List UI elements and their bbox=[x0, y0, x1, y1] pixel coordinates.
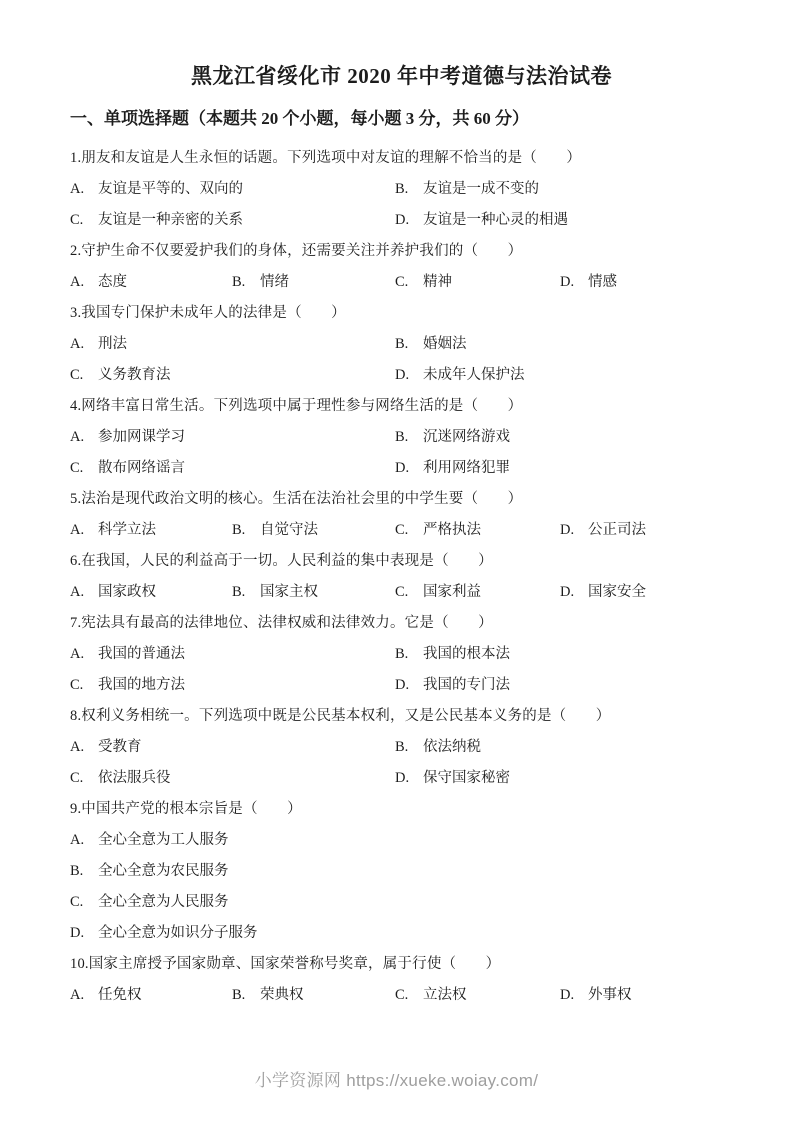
option-label: D. bbox=[70, 925, 85, 941]
option-text: 受教育 bbox=[98, 739, 142, 755]
option-text: 情感 bbox=[588, 274, 617, 290]
option-label: D. bbox=[395, 367, 410, 383]
option-a bbox=[70, 174, 395, 205]
option-d bbox=[395, 453, 733, 484]
option-text: 依法纳税 bbox=[423, 739, 481, 755]
option-text: 散布网络谣言 bbox=[98, 460, 185, 476]
question-1 bbox=[70, 143, 733, 236]
option-label: A. bbox=[70, 274, 85, 290]
page-title: 黑龙江省绥化市 2020 年中考道德与法治试卷 bbox=[191, 64, 612, 88]
question-options bbox=[70, 639, 733, 701]
option-c bbox=[70, 205, 395, 236]
option-c bbox=[70, 360, 395, 391]
option-c bbox=[395, 515, 560, 546]
option-label: C. bbox=[70, 367, 84, 383]
option-text: 友谊是一种亲密的关系 bbox=[98, 212, 243, 228]
question-options bbox=[70, 577, 733, 608]
option-d bbox=[395, 205, 733, 236]
option-text: 友谊是一成不变的 bbox=[423, 181, 539, 197]
option-label: A. bbox=[70, 584, 85, 600]
question-9 bbox=[70, 794, 733, 949]
option-label: D. bbox=[395, 677, 410, 693]
option-text: 荣典权 bbox=[260, 987, 304, 1003]
question-options bbox=[70, 980, 733, 1011]
question-options bbox=[70, 825, 733, 949]
option-b bbox=[395, 174, 733, 205]
question-stem: 2.守护生命不仅要爱护我们的身体，还需要关注并养护我们的（ ） bbox=[70, 243, 523, 259]
option-label: D. bbox=[560, 987, 575, 1003]
option-d bbox=[560, 515, 733, 546]
option-c bbox=[70, 453, 395, 484]
option-text: 参加网课学习 bbox=[98, 429, 185, 445]
option-c bbox=[70, 763, 395, 794]
option-d bbox=[395, 670, 733, 701]
option-d bbox=[395, 360, 733, 391]
option-text: 友谊是一种心灵的相遇 bbox=[423, 212, 568, 228]
option-label: B. bbox=[395, 739, 409, 755]
question-6 bbox=[70, 546, 733, 608]
option-a bbox=[70, 422, 395, 453]
option-label: C. bbox=[395, 584, 409, 600]
option-a bbox=[70, 732, 395, 763]
question-5 bbox=[70, 484, 733, 546]
option-label: A. bbox=[70, 832, 85, 848]
question-options bbox=[70, 422, 733, 484]
option-text: 态度 bbox=[98, 274, 127, 290]
option-label: B. bbox=[232, 584, 246, 600]
option-label: D. bbox=[395, 460, 410, 476]
question-2 bbox=[70, 236, 733, 298]
option-label: B. bbox=[70, 863, 84, 879]
option-label: C. bbox=[70, 212, 84, 228]
question-7 bbox=[70, 608, 733, 701]
question-stem: 3.我国专门保护未成年人的法律是（ ） bbox=[70, 305, 346, 321]
option-text: 全心全意为农民服务 bbox=[98, 863, 229, 879]
option-c bbox=[395, 577, 560, 608]
option-label: A. bbox=[70, 181, 85, 197]
option-text: 国家政权 bbox=[98, 584, 156, 600]
option-d bbox=[560, 980, 733, 1011]
option-b bbox=[395, 329, 733, 360]
option-c bbox=[70, 887, 733, 918]
option-text: 外事权 bbox=[588, 987, 632, 1003]
option-b bbox=[395, 639, 733, 670]
option-b bbox=[395, 732, 733, 763]
option-text: 全心全意为人民服务 bbox=[98, 894, 229, 910]
option-text: 任免权 bbox=[98, 987, 142, 1003]
option-c bbox=[70, 670, 395, 701]
option-d bbox=[560, 267, 733, 298]
option-text: 义务教育法 bbox=[98, 367, 171, 383]
option-label: A. bbox=[70, 739, 85, 755]
question-options bbox=[70, 515, 733, 546]
option-text: 我国的根本法 bbox=[423, 646, 510, 662]
question-options bbox=[70, 732, 733, 794]
option-text: 自觉守法 bbox=[260, 522, 318, 538]
option-label: C. bbox=[395, 274, 409, 290]
option-label: B. bbox=[395, 429, 409, 445]
option-text: 情绪 bbox=[260, 274, 289, 290]
option-label: C. bbox=[70, 770, 84, 786]
option-b bbox=[232, 267, 395, 298]
footer-watermark: 小学资源网 https://xueke.woiay.com/ bbox=[254, 1071, 539, 1090]
option-c bbox=[395, 980, 560, 1011]
option-text: 科学立法 bbox=[98, 522, 156, 538]
option-text: 依法服兵役 bbox=[98, 770, 171, 786]
question-options bbox=[70, 174, 733, 236]
option-text: 全心全意为工人服务 bbox=[98, 832, 229, 848]
option-a bbox=[70, 515, 232, 546]
option-text: 国家主权 bbox=[260, 584, 318, 600]
option-label: A. bbox=[70, 336, 85, 352]
option-a bbox=[70, 825, 733, 856]
option-text: 公正司法 bbox=[588, 522, 646, 538]
question-stem: 7.宪法具有最高的法律地位、法律权威和法律效力。它是（ ） bbox=[70, 615, 493, 631]
option-label: D. bbox=[560, 274, 575, 290]
option-label: A. bbox=[70, 987, 85, 1003]
question-stem: 8.权利义务相统一。下列选项中既是公民基本权利，又是公民基本义务的是（ ） bbox=[70, 708, 611, 724]
option-label: D. bbox=[560, 522, 575, 538]
option-text: 我国的普通法 bbox=[98, 646, 185, 662]
option-text: 沉迷网络游戏 bbox=[423, 429, 510, 445]
option-text: 未成年人保护法 bbox=[423, 367, 525, 383]
option-label: B. bbox=[232, 274, 246, 290]
option-label: D. bbox=[560, 584, 575, 600]
option-a bbox=[70, 577, 232, 608]
option-a bbox=[70, 329, 395, 360]
option-label: B. bbox=[232, 987, 246, 1003]
question-stem: 10.国家主席授予国家勋章、国家荣誉称号奖章，属于行使（ ） bbox=[70, 956, 501, 972]
option-d bbox=[70, 918, 733, 949]
option-text: 刑法 bbox=[98, 336, 127, 352]
option-text: 精神 bbox=[423, 274, 452, 290]
option-text: 严格执法 bbox=[423, 522, 481, 538]
option-text: 利用网络犯罪 bbox=[423, 460, 510, 476]
option-text: 友谊是平等的、双向的 bbox=[98, 181, 243, 197]
option-text: 婚姻法 bbox=[423, 336, 467, 352]
question-options bbox=[70, 329, 733, 391]
option-label: A. bbox=[70, 522, 85, 538]
option-b bbox=[232, 980, 395, 1011]
option-a bbox=[70, 639, 395, 670]
option-text: 立法权 bbox=[423, 987, 467, 1003]
option-d bbox=[560, 577, 733, 608]
option-a bbox=[70, 980, 232, 1011]
question-options bbox=[70, 267, 733, 298]
option-text: 保守国家秘密 bbox=[423, 770, 510, 786]
option-c bbox=[395, 267, 560, 298]
option-text: 全心全意为如识分子服务 bbox=[98, 925, 258, 941]
option-b bbox=[232, 577, 395, 608]
question-stem: 4.网络丰富日常生活。下列选项中属于理性参与网络生活的是（ ） bbox=[70, 398, 523, 414]
option-label: A. bbox=[70, 646, 85, 662]
option-b bbox=[70, 856, 733, 887]
option-label: B. bbox=[232, 522, 246, 538]
question-list bbox=[70, 143, 733, 1011]
question-stem: 9.中国共产党的根本宗旨是（ ） bbox=[70, 801, 302, 817]
option-text: 我国的地方法 bbox=[98, 677, 185, 693]
option-label: C. bbox=[70, 677, 84, 693]
section-heading: 一、单项选择题（本题共 20 个小题，每小题 3 分，共 60 分） bbox=[70, 109, 529, 128]
option-label: B. bbox=[395, 181, 409, 197]
option-label: C. bbox=[70, 894, 84, 910]
option-a bbox=[70, 267, 232, 298]
option-text: 国家利益 bbox=[423, 584, 481, 600]
option-label: D. bbox=[395, 212, 410, 228]
question-4 bbox=[70, 391, 733, 484]
option-text: 国家安全 bbox=[588, 584, 646, 600]
question-stem: 5.法治是现代政治文明的核心。生活在法治社会里的中学生要（ ） bbox=[70, 491, 523, 507]
option-b bbox=[232, 515, 395, 546]
option-text: 我国的专门法 bbox=[423, 677, 510, 693]
question-stem: 6.在我国，人民的利益高于一切。人民利益的集中表现是（ ） bbox=[70, 553, 493, 569]
option-d bbox=[395, 763, 733, 794]
option-label: C. bbox=[395, 987, 409, 1003]
option-label: C. bbox=[70, 460, 84, 476]
option-label: B. bbox=[395, 646, 409, 662]
option-label: A. bbox=[70, 429, 85, 445]
question-3 bbox=[70, 298, 733, 391]
question-10 bbox=[70, 949, 733, 1011]
option-label: D. bbox=[395, 770, 410, 786]
question-8 bbox=[70, 701, 733, 794]
option-label: C. bbox=[395, 522, 409, 538]
option-label: B. bbox=[395, 336, 409, 352]
option-b bbox=[395, 422, 733, 453]
question-stem: 1.朋友和友谊是人生永恒的话题。下列选项中对友谊的理解不恰当的是（ ） bbox=[70, 150, 582, 166]
